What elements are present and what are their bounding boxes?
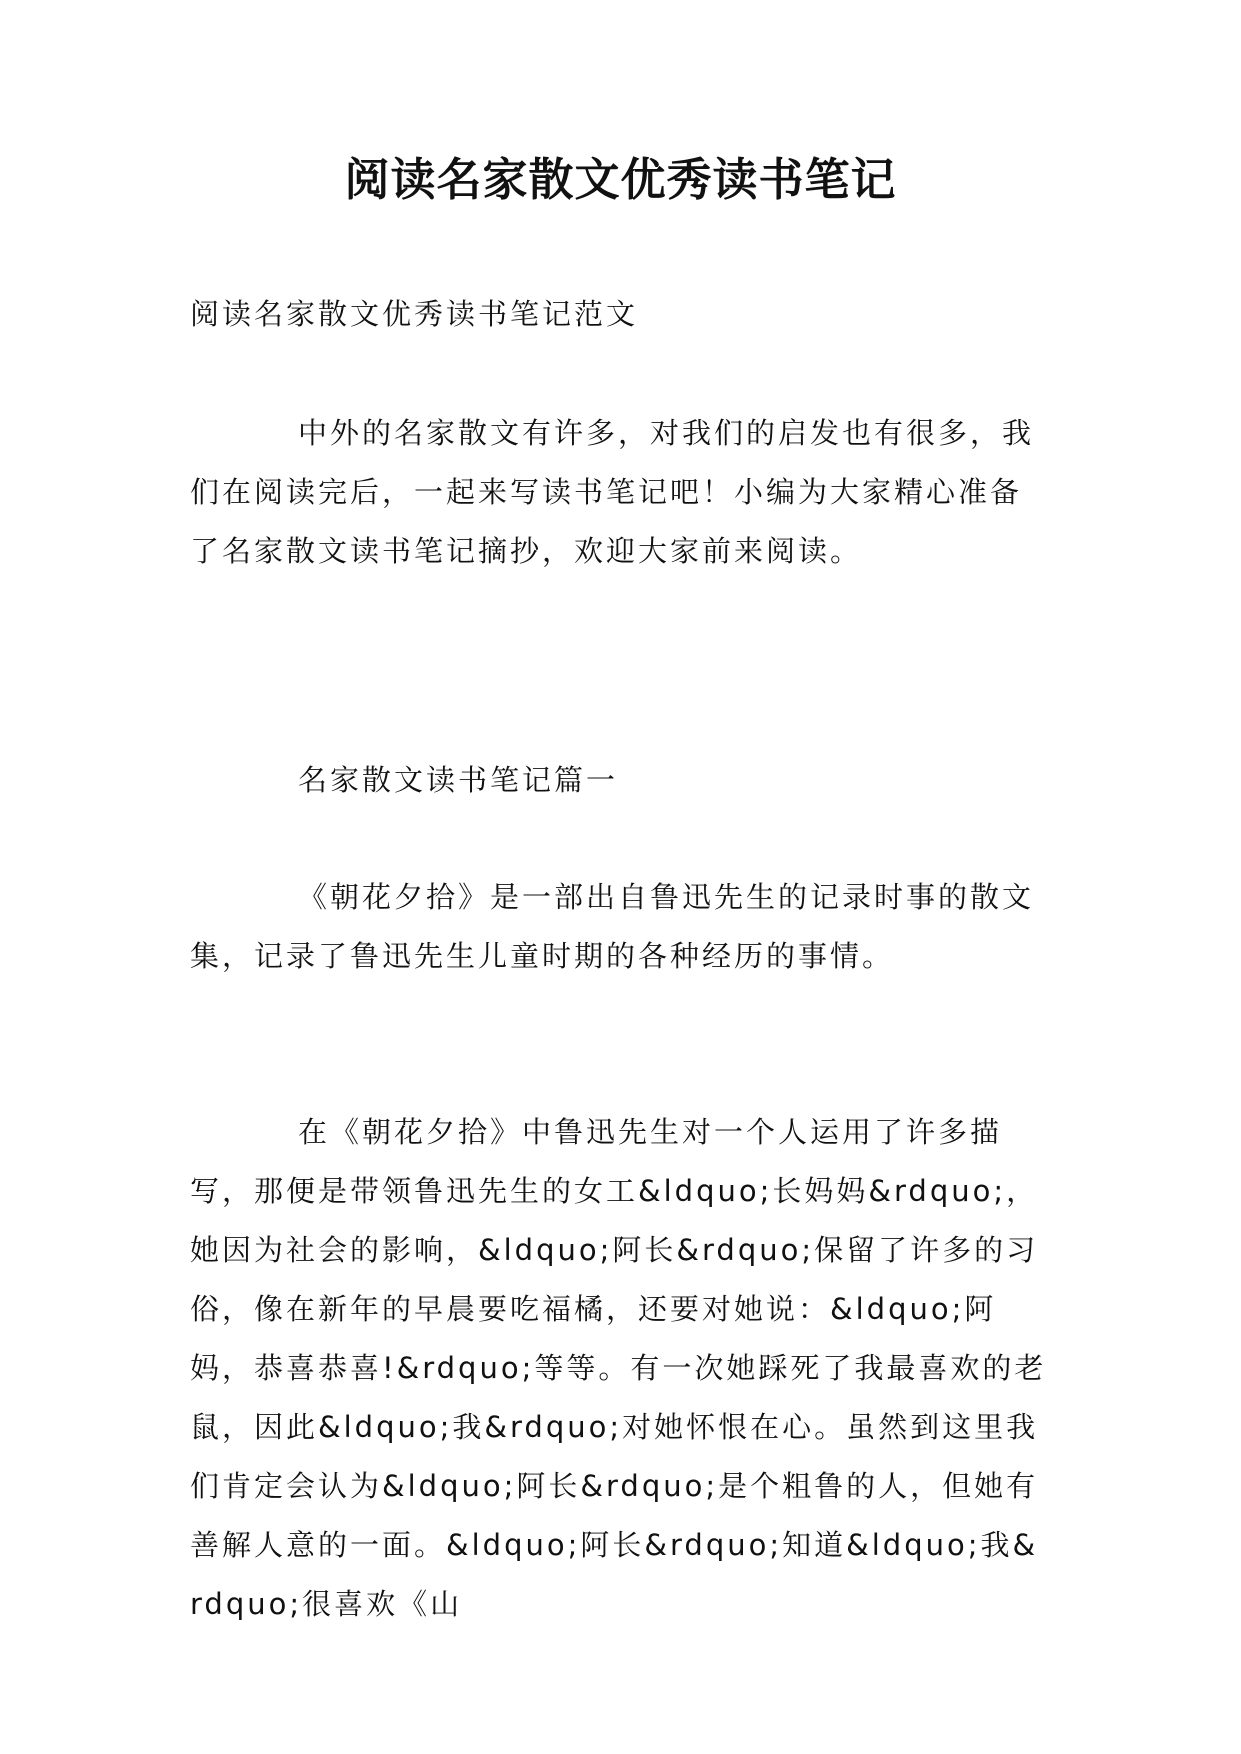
body-paragraph: 《朝花夕拾》是一部出自鲁迅先生的记录时事的散文集，记录了鲁迅先生儿童时期的各种经历的事情。 — [190, 880, 1035, 973]
document-subtitle: 阅读名家散文优秀读书笔记范文 — [190, 297, 639, 331]
section-heading: 名家散文读书笔记篇一 — [298, 763, 619, 797]
document-title: 阅读名家散文优秀读书笔记 — [344, 153, 897, 206]
body-paragraph: 在《朝花夕拾》中鲁迅先生对一个人运用了许多描写，那便是带领鲁迅先生的女工&ldquo;长妈妈&rdquo;，她因为社会的影响，&ldquo;阿长&rdquo;保留了许多的习俗，像在新年的早晨要吃福橘，还要对她说：&ldquo;阿妈，恭喜恭喜!&rdquo;等等。有一次她踩死了我最喜欢的老鼠，因此&ldquo;我&rdquo;对她怀恨在心。虽然到这里我们肯定会认为&ldquo;阿长&rdquo;是个粗鲁的人，但她有善解人意的一面。&ldquo;阿长&rdquo;知道&ldquo;我&rdquo;很喜欢《山 — [190, 1115, 1047, 1621]
intro-paragraph: 中外的名家散文有许多，对我们的启发也有很多，我们在阅读完后，一起来写读书笔记吧！小编为大家精心准备了名家散文读书笔记摘抄，欢迎大家前来阅读。 — [190, 416, 1035, 568]
